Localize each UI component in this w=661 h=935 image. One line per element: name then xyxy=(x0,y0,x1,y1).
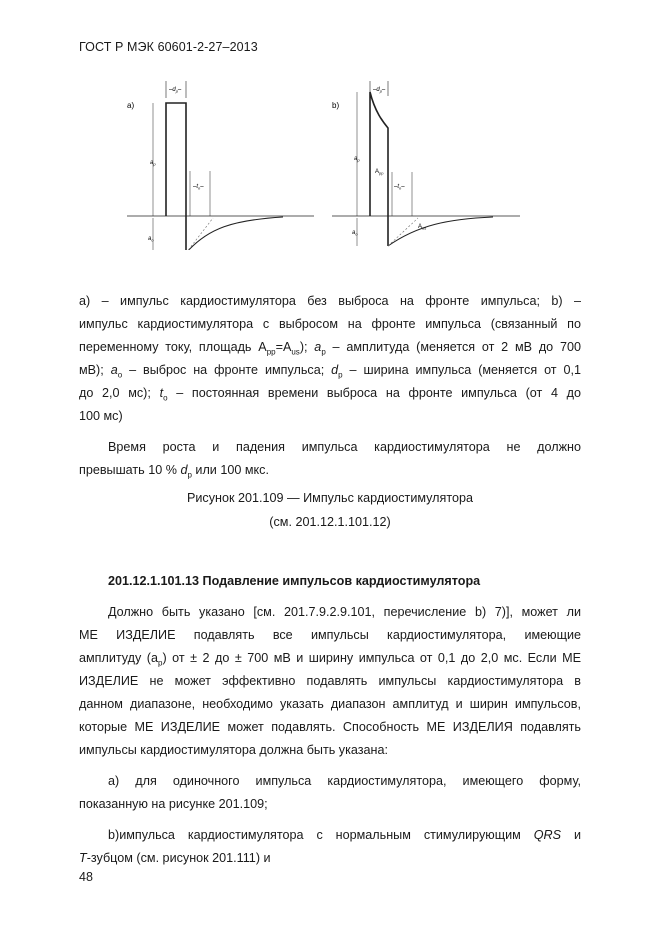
to-label-b: $-t_o-$ xyxy=(394,184,405,191)
ao-label-a: $a_o$ xyxy=(148,236,154,243)
panel-a-label: a) xyxy=(127,101,135,110)
paragraph-line: МЕ ИЗДЕЛИЕ подавлять все импульсы кардиостимулятора, имеющие xyxy=(79,628,581,642)
list-item-b-cont: T-зубцом (см. рисунок 201.111) и xyxy=(79,851,271,865)
rise-note-line: Время роста и падения импульса кардиостимулятора не должно xyxy=(108,440,581,454)
paragraph-line: Должно быть указано [см. 201.7.9.2.9.101, перечисление b) 7)], может ли xyxy=(108,605,581,619)
dp-label-a: $-d_p-$ xyxy=(169,87,182,94)
panel-a xyxy=(127,81,314,250)
paragraph-line: амплитуду $(a_p)$ от ± 2 до ± 700 мВ и ширину импульса от 0,1 до 2,0 мс. Если МЕ xyxy=(79,651,581,668)
legend-line: переменному току, площадь $A_{pp}=A_{us}$); $a_p$ – амплитуда (меняется от 2 мВ до 700 xyxy=(79,340,581,357)
figure-caption: Рисунок 201.109 — Импульс кардиостимулятора xyxy=(187,491,473,505)
list-item-a-cont: показанную на рисунке 201.109; xyxy=(79,797,268,811)
paragraph-line: ИЗДЕЛИЕ не может эффективно подавлять импульсы кардиостимулятора в xyxy=(79,674,581,688)
pulse-b-outline xyxy=(370,92,388,216)
panel-b-label: b) xyxy=(332,101,340,110)
list-item-b: b)импульса кардиостимулятора с нормальным стимулирующим QRS и xyxy=(108,828,581,842)
to-label-a: $-t_o-$ xyxy=(193,184,204,191)
paragraph-line: которые МЕ ИЗДЕЛИЕ может подавлять. Способность МЕ ИЗДЕЛИЯ подавлять xyxy=(79,720,581,734)
legend-line: a) – импульс кардиостимулятора без выброса на фронте импульса; b) – xyxy=(79,294,581,308)
paragraph-line: импульсы кардиостимулятора должна быть указана: xyxy=(79,743,388,757)
app-label: $A_{pp}$ xyxy=(375,169,384,176)
list-item-a: а) для одиночного импульса кардиостимулятора, имеющего форму, xyxy=(108,774,581,788)
legend-line: до 2,0 мс); $t_o$ – постоянная времени выброса на фронте импульса (от 4 до xyxy=(79,386,581,403)
page-number: 48 xyxy=(79,870,93,884)
dp-label-b: $-d_p-$ xyxy=(373,87,386,94)
legend-line: импульс кардиостимулятора с выбросом на фронте импульса (связанный по xyxy=(79,317,581,331)
legend-line: 100 мс) xyxy=(79,409,123,423)
section-heading: 201.12.1.101.13 Подавление импульсов кардиостимулятора xyxy=(108,574,481,588)
ao-label-b: $a_o$ xyxy=(352,230,358,237)
paragraph-line: данном диапазоне, необходимо указать диапазон амплитуд и ширин импульсов, xyxy=(79,697,581,711)
ap-label-b: $a_p$ xyxy=(354,156,360,163)
figure-caption-ref: (см. 201.12.1.101.12) xyxy=(269,515,391,529)
aus-label: $A_{us}$ xyxy=(418,224,427,231)
recovery-curve xyxy=(186,217,283,250)
pulse-outline xyxy=(166,103,186,216)
panel-b xyxy=(332,81,520,246)
legend-line: мВ); $a_o$ – выброс на фронте импульса; $d_p$ – ширина импульса (меняется от 0,1 xyxy=(79,363,582,380)
document-header: ГОСТ Р МЭК 60601-2-27–2013 xyxy=(79,40,258,54)
pacemaker-pulse-figure xyxy=(118,78,558,250)
rise-note-line: превышать 10 % $d_p$ или 100 мкс. xyxy=(79,463,269,480)
ap-label-a: $a_p$ xyxy=(150,160,156,167)
